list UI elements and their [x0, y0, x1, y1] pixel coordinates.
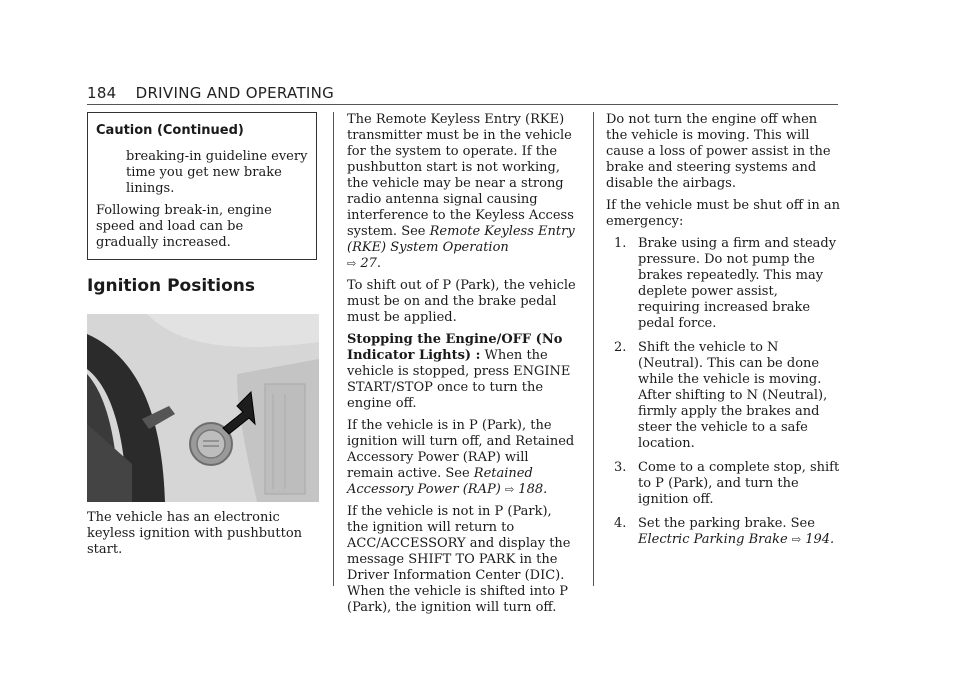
page-ref-icon: ⇨: [791, 533, 802, 546]
page-ref-icon: ⇨: [347, 257, 357, 270]
column-divider: [333, 112, 334, 586]
figure-caption: The vehicle has an electronic keyless ignition with pushbutton start.: [87, 510, 303, 557]
column-2: [347, 112, 577, 622]
ignition-illustration: [87, 314, 319, 502]
step-number: 1.: [614, 236, 627, 251]
rke-paragraph: [347, 112, 577, 272]
rke-text: The Remote Keyless Entry (RKE) transmitter must be in the vehicle for the system to operate. If the pushbutton start is not working, the vehicle may be near a strong radio antenna signal causing interference to the Keyless Access system. See: [347, 112, 574, 239]
rke-reference[interactable]: Remote Keyless Entry (RKE) System Operation: [347, 224, 575, 255]
list-item: [606, 236, 840, 332]
parking-brake-reference[interactable]: Electric Parking Brake: [638, 532, 788, 547]
list-item: [606, 340, 840, 452]
caution-text: Following break-in, engine speed and load can be gradually increased.: [96, 203, 272, 250]
park-rap-text: If the vehicle is in P (Park), the ignition will turn off, and Retained Accessory Power (RAP) will remain active. See: [347, 418, 575, 481]
step-text: Set the parking brake. See: [638, 516, 815, 531]
stopping-engine-heading: Stopping the Engine/OFF (No Indicator Lights) :: [347, 332, 563, 363]
page-ref-icon: ⇨: [504, 483, 515, 496]
step-number: 3.: [614, 460, 627, 475]
caution-indent-text: breaking-in guideline every time you get new brake linings.: [126, 149, 308, 196]
emergency-steps: [606, 236, 840, 548]
section-name: DRIVING AND OPERATING: [135, 84, 335, 102]
ignition-figure: [87, 314, 319, 502]
rap-reference[interactable]: Retained Accessory Power (RAP): [347, 466, 533, 497]
page-header: [87, 84, 334, 102]
column-3: [606, 112, 840, 556]
shift-park-paragraph: To shift out of P (Park), the vehicle must be on and the brake pedal must be applied.: [347, 278, 576, 325]
list-item: [606, 460, 840, 508]
rke-page-ref[interactable]: 27.: [360, 256, 382, 271]
caution-title: Caution (Continued): [96, 123, 244, 138]
park-rap-paragraph: [347, 418, 577, 498]
stopping-engine-paragraph: [347, 332, 577, 412]
step-text: Shift the vehicle to N (Neutral). This can be done while the vehicle is moving. After shifting to N (Neutral), firmly apply the brakes and steer the vehicle to a safe location.: [638, 340, 828, 451]
parking-brake-page-ref[interactable]: 194.: [805, 532, 835, 547]
moving-warning-paragraph: Do not turn the engine off when the vehicle is moving. This will cause a loss of power assist in the brake and steering systems and disable the airbags.: [606, 112, 831, 191]
rap-page-ref[interactable]: 188.: [518, 482, 548, 497]
step-text: Brake using a firm and steady pressure. Do not pump the brakes repeatedly. This may deplete power assist, requiring increased brake pedal force.: [638, 236, 837, 331]
header-rule: [87, 104, 838, 105]
caution-box: [87, 112, 317, 260]
step-number: 4.: [614, 516, 627, 531]
section-title: Ignition Positions: [87, 276, 256, 296]
not-park-paragraph: If the vehicle is not in P (Park), the ignition will return to ACC/ACCESSORY and display the message SHIFT TO PARK in the Driver Information Center (DIC). When the vehicle is shifted into P (Park), the ignition will turn off.: [347, 504, 571, 615]
emergency-paragraph: If the vehicle must be shut off in an emergency:: [606, 198, 840, 229]
column-divider: [593, 112, 594, 586]
column-1: [87, 112, 319, 564]
list-item: [606, 516, 840, 548]
stopping-engine-text: When the vehicle is stopped, press ENGINE START/STOP once to turn the engine off.: [347, 348, 571, 411]
step-text: Come to a complete stop, shift to P (Park), and turn the ignition off.: [638, 460, 840, 507]
step-number: 2.: [614, 340, 627, 355]
page-number: 184: [87, 84, 117, 102]
